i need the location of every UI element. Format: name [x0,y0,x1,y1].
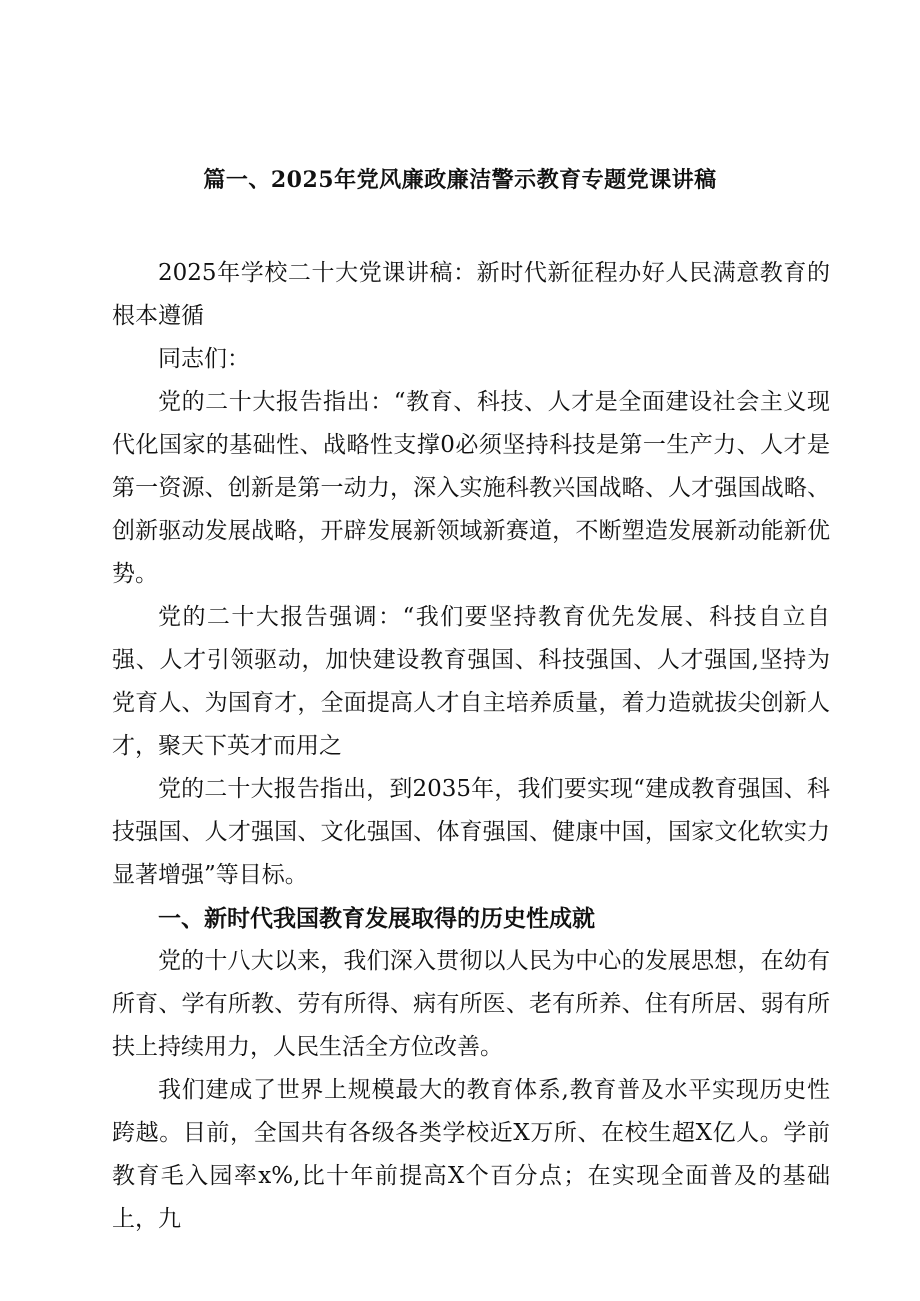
paragraph: 党的十八大以来，我们深入贯彻以人民为中心的发展思想，在幼有所育、学有所教、劳有所得、病有所医、老有所养、住有所居、弱有所扶上持续用力，人民生活全方位改善。 [112,948,830,1060]
section-heading: 一、新时代我国教育发展取得的历史性成就 [158,905,595,932]
paragraph: 党的二十大报告指出：“教育、科技、人才是全面建设社会主义现代化国家的基础性、战略性支撑0必须坚持科技是第一生产力、人才是第一资源、创新是第一动力，深入实施科教兴国战略、人才强国战略、创新驱动发展战略，开辟发展新领域新赛道，不断塑造发展新动能新优势。 [112,389,830,587]
document-title: 篇一、2025年党风廉政廉洁警示教育专题党课讲稿 [203,167,717,193]
paragraph-subtitle: 2025年学校二十大党课讲稿：新时代新征程办好人民满意教育的根本遵循 [112,260,830,329]
paragraph-salutation: 同志们： [158,346,250,372]
document-body [112,252,830,1241]
paragraph: 党的二十大报告强调：“我们要坚持教育优先发展、科技自立自强、人才引领驱动，加快建设教育强国、科技强国、人才强国,坚持为党育人、为国育才，全面提高人才自主培养质量，着力造就拔尖创新人才，聚天下英才而用之 [112,604,830,759]
paragraph: 我们建成了世界上规模最大的教育体系,教育普及水平实现历史性跨越。目前，全国共有各级各类学校近X万所、在校生超X亿人。学前教育毛入园率x%,比十年前提高X个百分点；在实现全面普及的基础上，九 [112,1077,830,1232]
paragraph: 党的二十大报告指出，到2035年，我们要实现“建成教育强国、科技强国、人才强国、文化强国、体育强国、健康中国，国家文化软实力显著增强”等目标。 [112,776,830,888]
